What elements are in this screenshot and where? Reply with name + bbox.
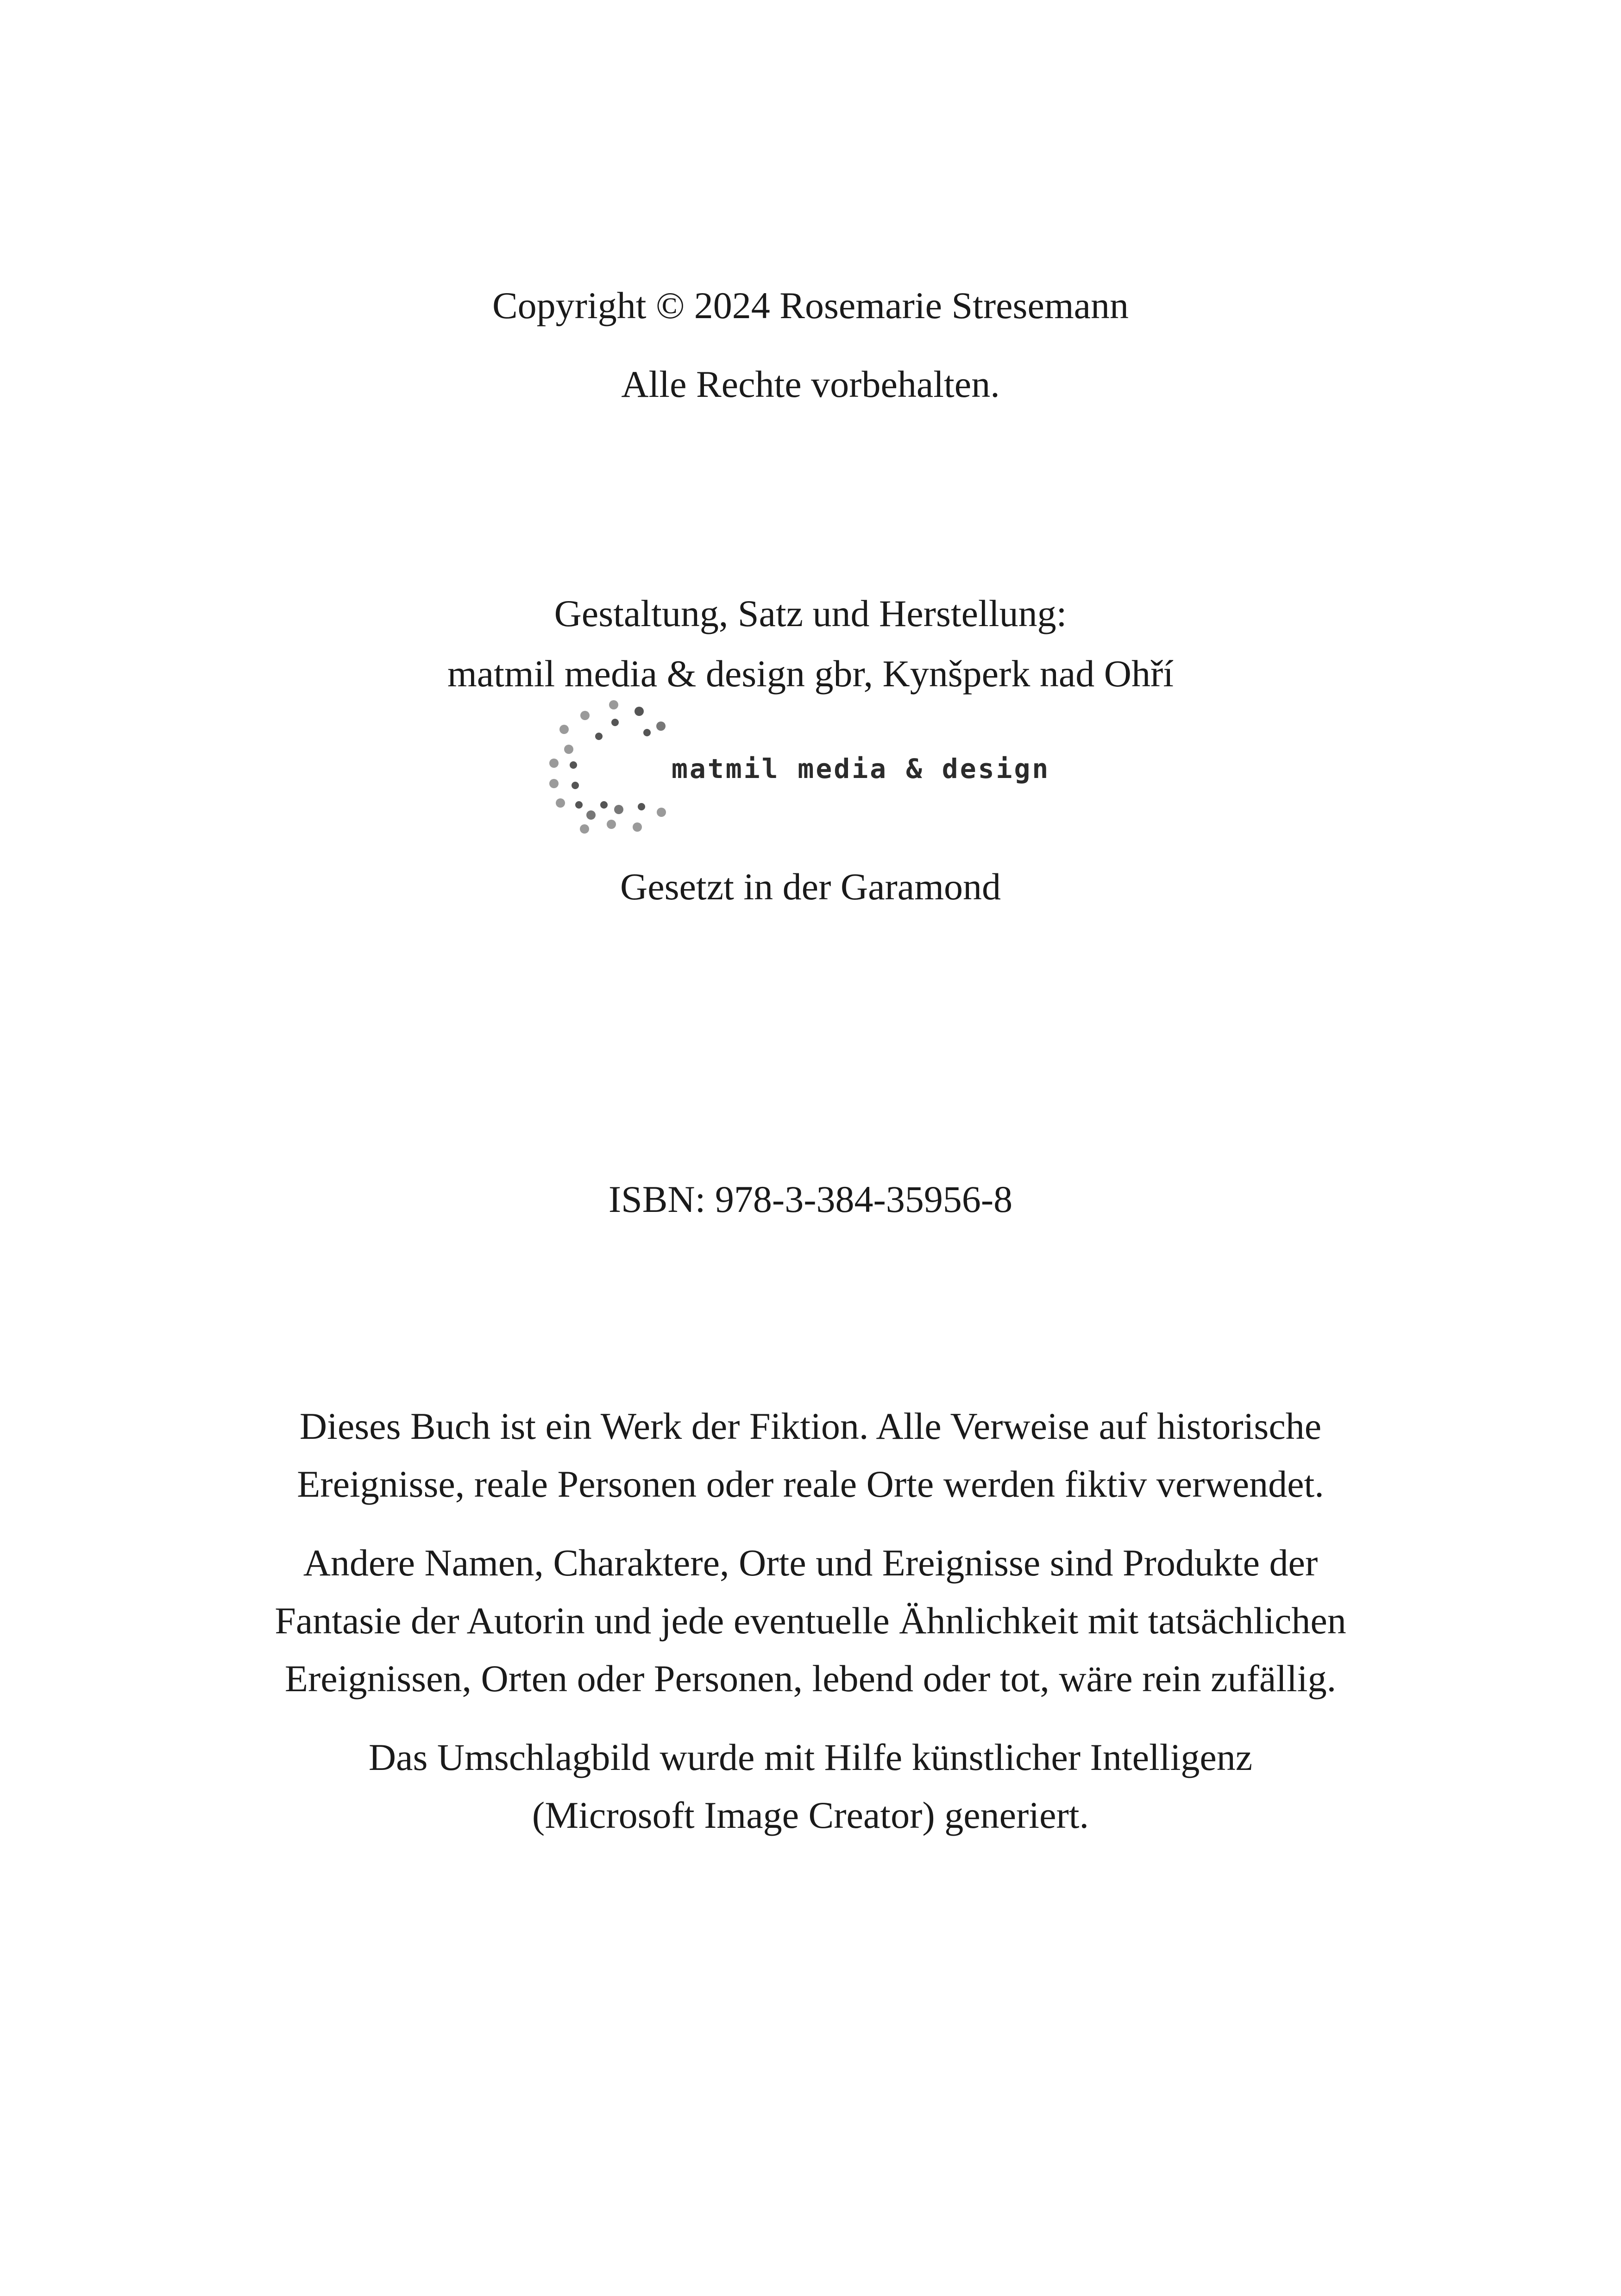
disclaimer-p2-line3: Ereignissen, Orten oder Personen, lebend oder tot, wäre rein zufällig. bbox=[284, 1657, 1337, 1700]
dot-ring-logo-icon bbox=[547, 695, 667, 834]
company-logo bbox=[547, 695, 1079, 834]
logo-wordmark: matmil media & design bbox=[672, 753, 1050, 784]
production-label: Gestaltung, Satz und Herstellung: bbox=[554, 592, 1067, 634]
typeface-note: Gesetzt in der Garamond bbox=[620, 866, 1001, 908]
disclaimer-p1-line2: Ereignisse, reale Personen oder reale Orte werden fiktiv verwendet. bbox=[297, 1463, 1324, 1505]
disclaimer-p1-line1: Dieses Buch ist ein Werk der Fiktion. Alle Verweise auf historische bbox=[299, 1405, 1322, 1447]
disclaimer-p3-line1: Das Umschlagbild wurde mit Hilfe künstlicher Intelligenz bbox=[368, 1736, 1253, 1778]
rights-reserved: Alle Rechte vorbehalten. bbox=[621, 363, 1000, 405]
disclaimer-p2-line1: Andere Namen, Charaktere, Orte und Ereignisse sind Produkte der bbox=[303, 1542, 1318, 1584]
isbn: ISBN: 978-3-384-35956-8 bbox=[608, 1178, 1013, 1220]
production-company: matmil media & design gbr, Kynšperk nad Ohří bbox=[447, 652, 1174, 695]
copyright-line: Copyright © 2024 Rosemarie Stresemann bbox=[492, 284, 1129, 326]
disclaimer-p3-line2: (Microsoft Image Creator) generiert. bbox=[532, 1794, 1089, 1836]
disclaimer-p2-line2: Fantasie der Autorin und jede eventuelle Ähnlichkeit mit tatsächlichen bbox=[275, 1600, 1346, 1642]
